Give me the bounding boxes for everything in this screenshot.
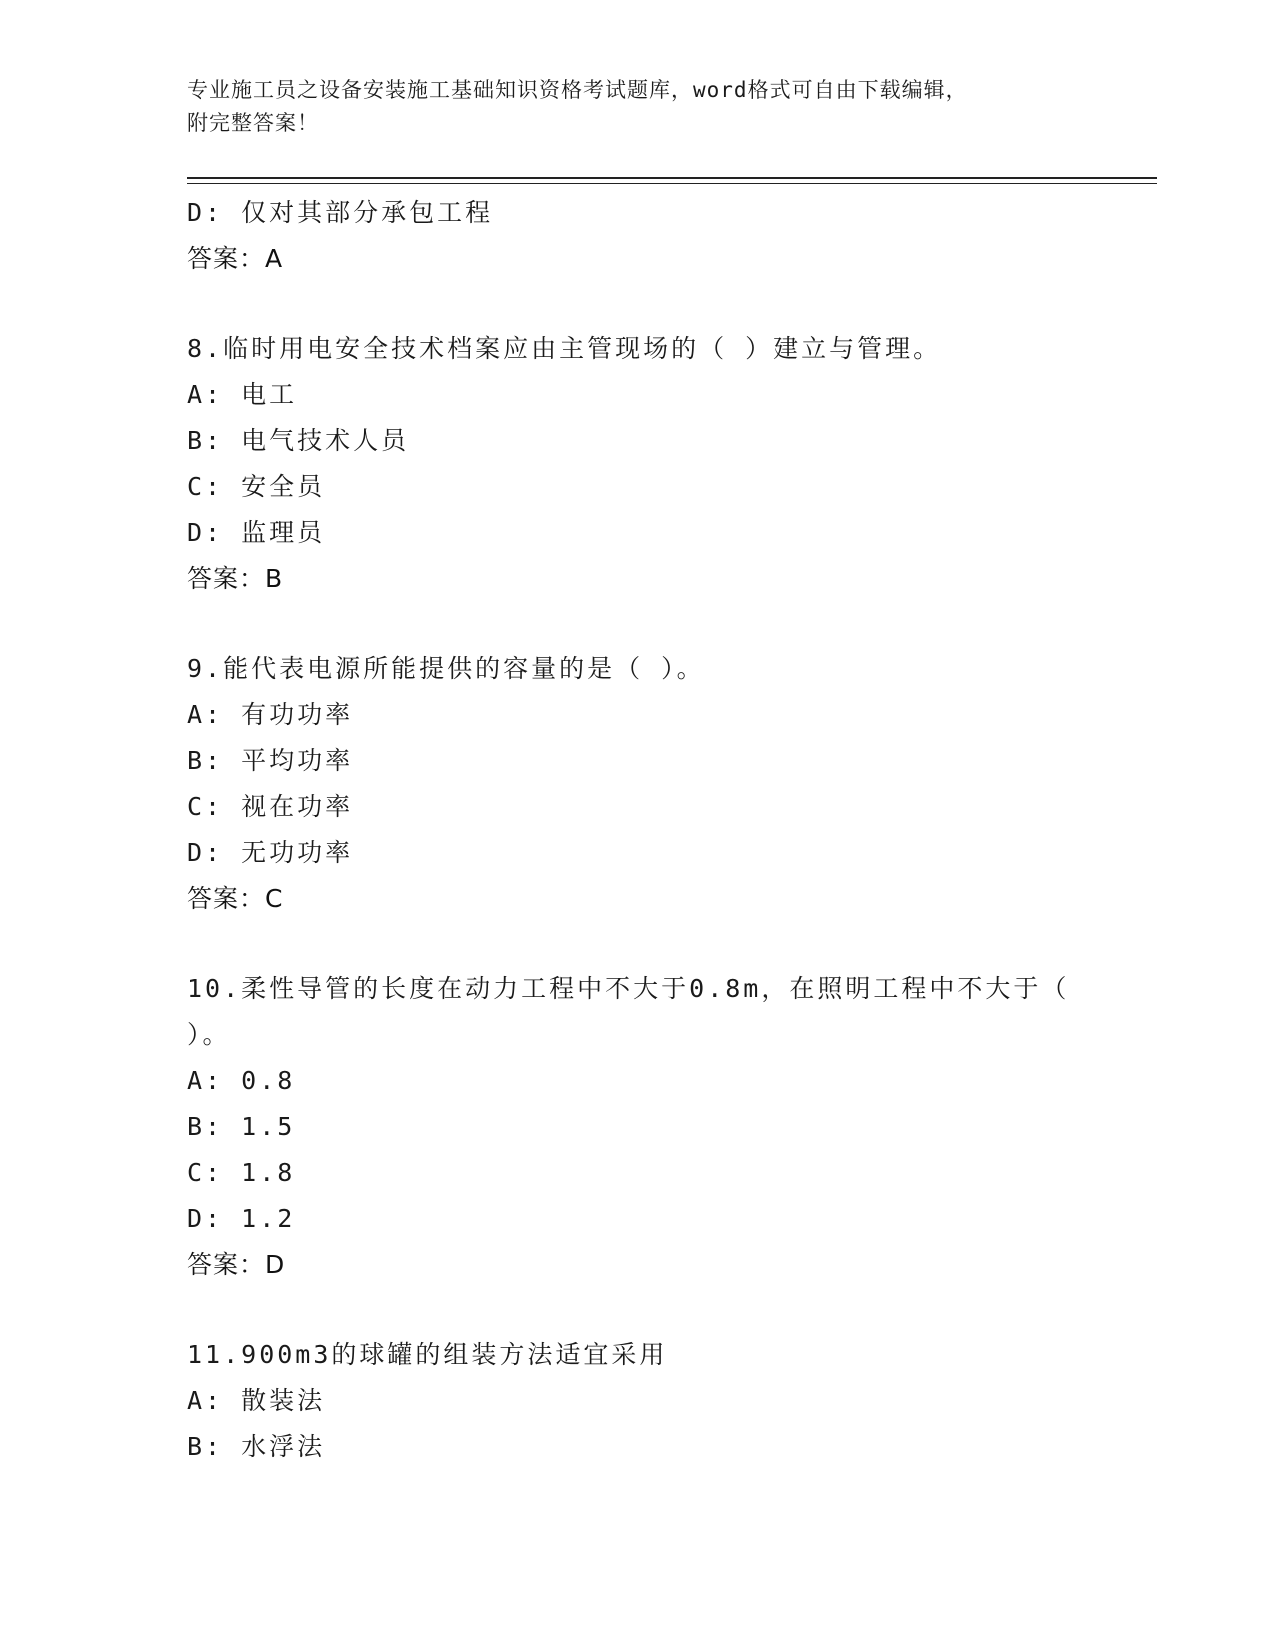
q9-answer: 答案：C bbox=[187, 884, 284, 913]
q10-option-b: B: 1.5 bbox=[187, 1112, 296, 1141]
q8-option-b: B: 电气技术人员 bbox=[187, 426, 410, 455]
q8-answer: 答案：B bbox=[187, 564, 284, 593]
q8-question: 8.临时用电安全技术档案应由主管现场的（ ）建立与管理。 bbox=[187, 334, 942, 363]
q9-question: 9.能代表电源所能提供的容量的是（ ）。 bbox=[187, 654, 705, 683]
q9-option-b: B: 平均功率 bbox=[187, 746, 354, 775]
q10-option-d: D: 1.2 bbox=[187, 1204, 296, 1233]
q7-answer: 答案：A bbox=[187, 244, 284, 273]
q10-option-c: C: 1.8 bbox=[187, 1158, 296, 1187]
q7-option-d: D: 仅对其部分承包工程 bbox=[187, 198, 494, 227]
q8-option-a: A: 电工 bbox=[187, 380, 298, 409]
header-line-2: 附完整答案！ bbox=[187, 111, 319, 135]
q11-question: 11.900m3的球罐的组装方法适宜采用 bbox=[187, 1340, 668, 1369]
q10-question-line-2: ）。 bbox=[187, 1020, 231, 1049]
q9-option-c: C: 视在功率 bbox=[187, 792, 354, 821]
q11-option-b: B: 水浮法 bbox=[187, 1432, 326, 1461]
document-header bbox=[187, 74, 1087, 140]
q10-option-a: A: 0.8 bbox=[187, 1066, 296, 1095]
q10-answer: 答案：D bbox=[187, 1250, 286, 1279]
q9-option-d: D: 无功功率 bbox=[187, 838, 354, 867]
header-line-1: 专业施工员之设备安装施工基础知识资格考试题库，word格式可自由下载编辑， bbox=[187, 78, 968, 102]
q11-option-a: A: 散装法 bbox=[187, 1386, 326, 1415]
header-rule-thin bbox=[187, 183, 1157, 184]
q10-question-line-1: 10.柔性导管的长度在动力工程中不大于0.8m，在照明工程中不大于（ bbox=[187, 974, 1070, 1003]
header-rule-thick bbox=[187, 177, 1157, 179]
q8-option-c: C: 安全员 bbox=[187, 472, 326, 501]
q9-option-a: A: 有功功率 bbox=[187, 700, 354, 729]
question-list bbox=[187, 190, 1087, 1470]
q8-option-d: D: 监理员 bbox=[187, 518, 326, 547]
